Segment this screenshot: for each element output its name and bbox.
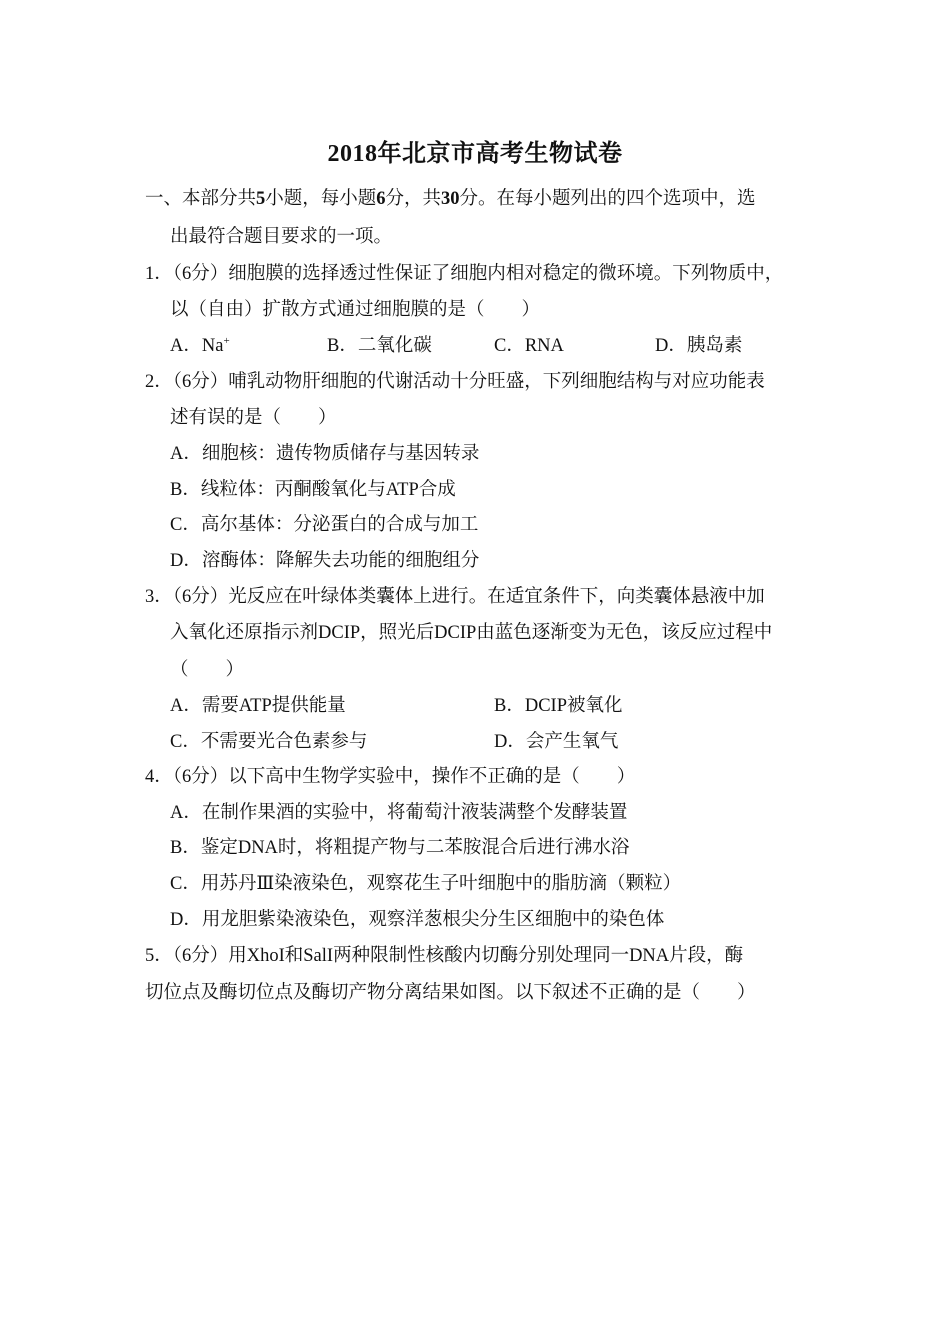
question-count: 5 [256, 189, 266, 209]
question-5-line1: 5．（6分）用XhoI和SalI两种限制性核酸内切酶分别处理同一DNA片段，酶 [145, 946, 744, 966]
option-superscript: + [223, 334, 230, 347]
question-1-option-b: B．二氧化碳 [327, 336, 432, 356]
question-2-option-d: D．溶酶体：降解失去功能的细胞组分 [170, 551, 480, 571]
question-2-option-c: C．高尔基体：分泌蛋白的合成与加工 [170, 515, 479, 535]
page-title: 2018年北京市高考生物试卷 [327, 141, 623, 167]
question-3-option-a: A．需要ATP提供能量 [170, 696, 346, 716]
question-3-option-d: D．会产生氧气 [494, 732, 619, 752]
question-3-line3: （ ） [170, 660, 245, 680]
section-intro-line1 [145, 186, 756, 212]
question-2-line2: 述有误的是（ ） [170, 408, 337, 428]
section-text: 一、本部分共 [145, 189, 257, 209]
question-3-option-b: B．DCIP被氧化 [494, 696, 623, 716]
question-3-line2: 入氧化还原指示剂DCIP，照光后DCIP由蓝色逐渐变为无色，该反应过程中 [170, 623, 773, 643]
question-4-option-a: A．在制作果酒的实验中，将葡萄汁液装满整个发酵装置 [170, 803, 628, 823]
question-1-option-a [170, 333, 230, 359]
question-4-line1: 4．（6分）以下高中生物学实验中，操作不正确的是（ ） [145, 767, 636, 787]
question-1-option-c: C．RNA [494, 336, 564, 356]
points-total: 30 [441, 189, 460, 209]
option-text: A．Na [170, 336, 224, 356]
section-intro-line2: 出最符合题目要求的一项。 [170, 227, 393, 247]
question-3-line1: 3．（6分）光反应在叶绿体类囊体上进行。在适宜条件下，向类囊体悬液中加 [145, 587, 765, 607]
points-each: 6 [376, 189, 386, 209]
question-4-option-d: D．用龙胆紫染液染色，观察洋葱根尖分生区细胞中的染色体 [170, 910, 665, 930]
question-2-option-b: B．线粒体：丙酮酸氧化与ATP合成 [170, 480, 456, 500]
section-text: 分。在每小题列出的四个选项中，选 [459, 189, 756, 209]
question-3-option-c: C．不需要光合色素参与 [170, 732, 368, 752]
question-2-line1: 2．（6分）哺乳动物肝细胞的代谢活动十分旺盛，下列细胞结构与对应功能表 [145, 372, 765, 392]
question-5-line2: 切位点及酶切位点及酶切产物分离结果如图。以下叙述不正确的是（ ） [145, 983, 756, 1003]
section-text: 小题，每小题 [265, 189, 377, 209]
question-2-option-a: A．细胞核：遗传物质储存与基因转录 [170, 444, 480, 464]
question-4-option-b: B．鉴定DNA时，将粗提产物与二苯胺混合后进行沸水浴 [170, 838, 630, 858]
question-1-line2: 以（自由）扩散方式通过细胞膜的是（ ） [170, 300, 541, 320]
question-4-option-c: C．用苏丹Ⅲ染液染色，观察花生子叶细胞中的脂肪滴（颗粒） [170, 874, 682, 894]
question-1-option-d: D．胰岛素 [655, 336, 743, 356]
section-text: 分，共 [385, 189, 442, 209]
question-1-line1: 1．（6分）细胞膜的选择透过性保证了细胞内相对稳定的微环境。下列物质中， [145, 264, 784, 284]
